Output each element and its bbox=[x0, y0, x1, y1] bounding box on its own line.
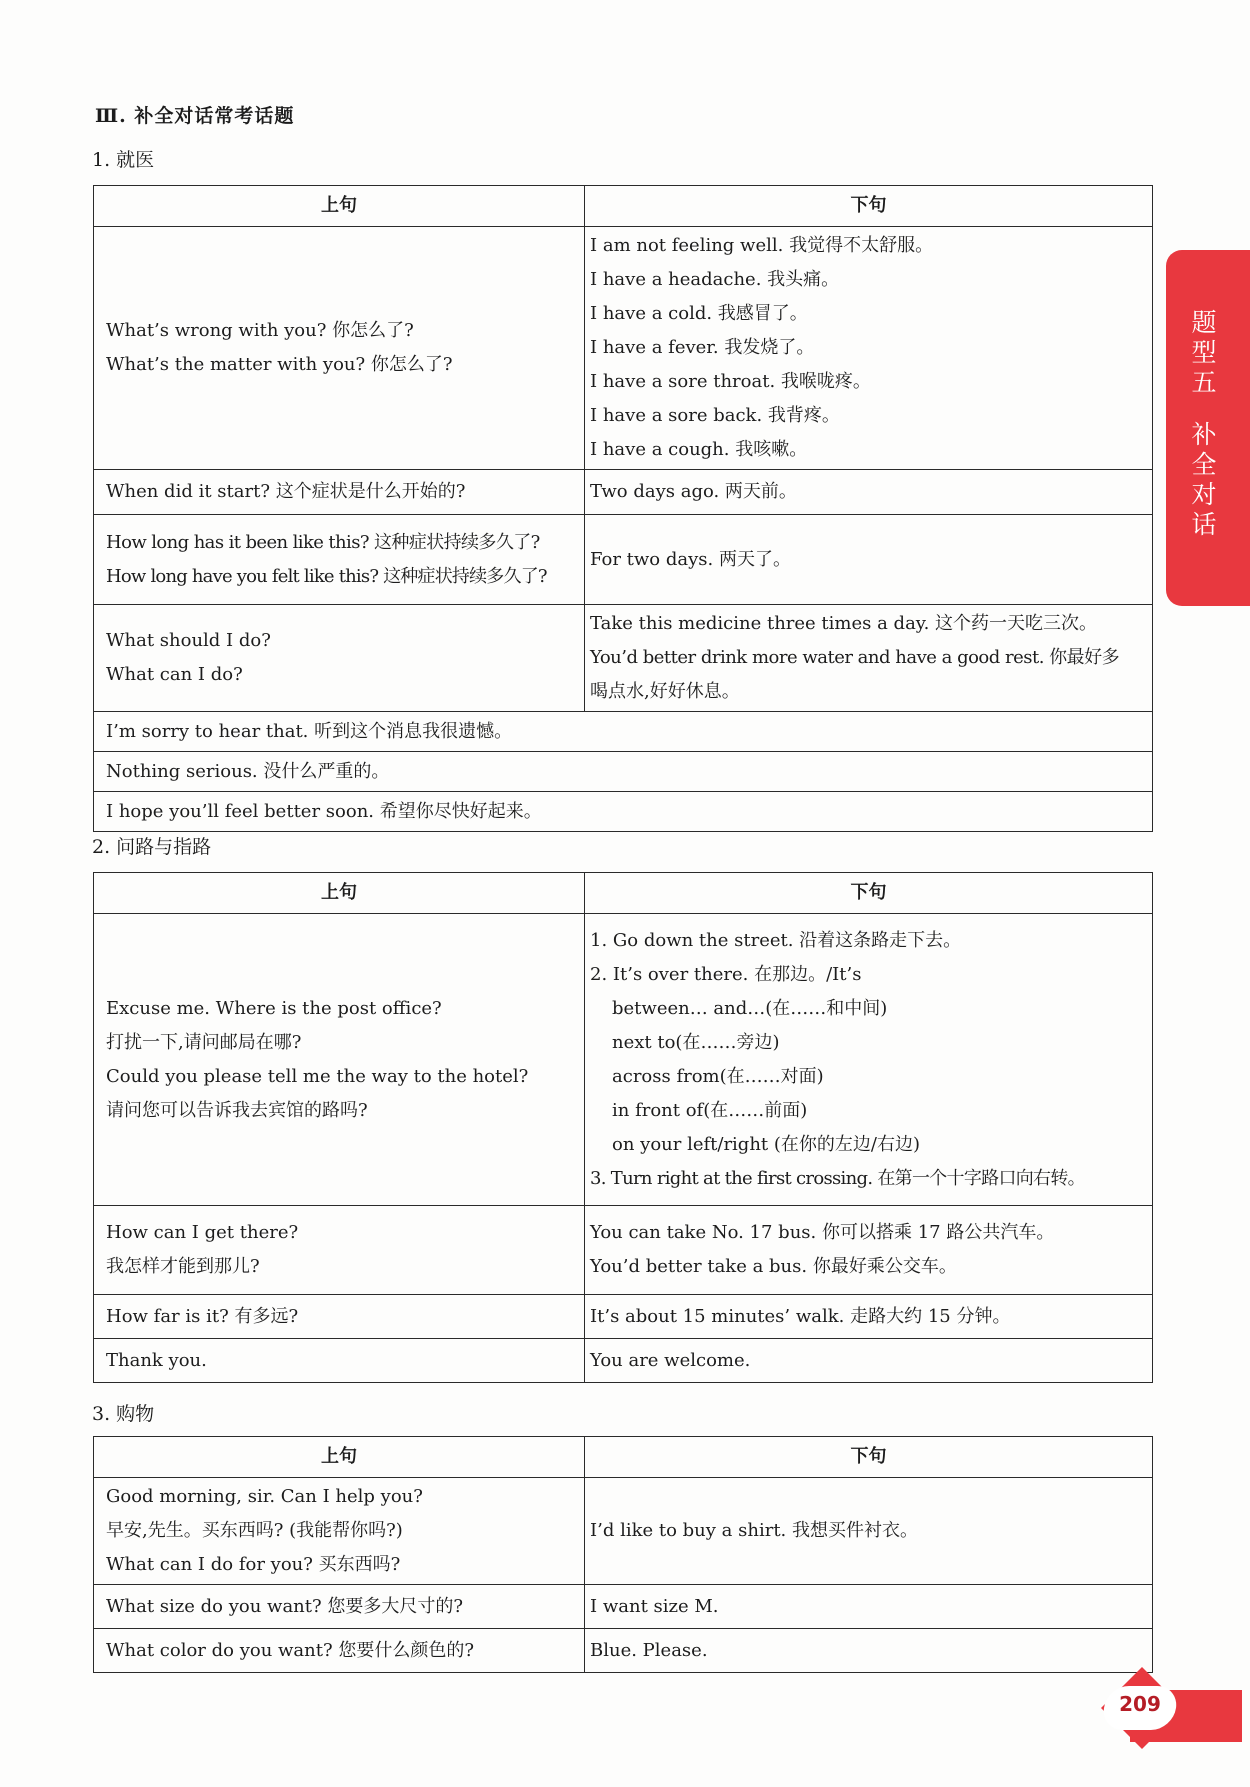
cell-text: I have a sore back. 我背疼。 bbox=[590, 405, 840, 426]
cell-text: 3. Turn right at the first crossing. 在第一个十字路口向右转。 bbox=[590, 1167, 1085, 1189]
cell-text: Good morning, sir. Can I help you? bbox=[106, 1486, 423, 1507]
table-row bbox=[94, 470, 1153, 515]
topic3-table bbox=[93, 1436, 1153, 1673]
cell-text: What size do you want? 您要多大尺寸的? bbox=[106, 1595, 464, 1617]
table-row bbox=[94, 1339, 1153, 1383]
cell-right bbox=[585, 1585, 1153, 1629]
cell-left bbox=[94, 227, 585, 470]
cell-text: I want size M. bbox=[590, 1595, 719, 1617]
cell-text: 喝点水,好好休息。 bbox=[590, 681, 740, 702]
side-tab-top-text: 题型五 bbox=[1191, 308, 1217, 397]
topic2-table bbox=[93, 872, 1153, 1383]
table-row bbox=[94, 515, 1153, 605]
table-header-row bbox=[94, 1437, 1153, 1478]
cell-text: For two days. 两天了。 bbox=[590, 548, 791, 570]
cell-text: I have a cough. 我咳嗽。 bbox=[590, 439, 808, 460]
table-row bbox=[94, 792, 1153, 832]
cell-full bbox=[94, 712, 1153, 752]
cell-text: You can take No. 17 bus. 你可以搭乘 17 路公共汽车。 bbox=[590, 1222, 1055, 1243]
cell-full bbox=[94, 752, 1153, 792]
cell-text: How long have you felt like this? 这种症状持续多久了? bbox=[106, 565, 547, 587]
cell-left bbox=[94, 1478, 585, 1585]
cell-text: You’d better drink more water and have a good rest. 你最好多 bbox=[590, 647, 1120, 668]
cell-text: 我怎样才能到那儿? bbox=[106, 1256, 260, 1277]
header-right: 下句 bbox=[585, 1437, 1153, 1478]
cell-text: 2. It’s over there. 在那边。/It’s bbox=[590, 963, 862, 985]
cell-text: What’s the matter with you? 你怎么了? bbox=[106, 354, 453, 375]
cell-text: I have a headache. 我头痛。 bbox=[590, 269, 840, 290]
topic1-table bbox=[93, 185, 1153, 832]
cell-text: What should I do? bbox=[106, 630, 271, 651]
cell-text: I am not feeling well. 我觉得不太舒服。 bbox=[590, 235, 934, 256]
cell-text: You’d better take a bus. 你最好乘公交车。 bbox=[590, 1256, 957, 1277]
cell-text: 早安,先生。买东西吗? (我能帮你吗?) bbox=[106, 1520, 403, 1541]
cell-text: I’m sorry to hear that. 听到这个消息我很遗憾。 bbox=[106, 720, 513, 742]
header-right: 下句 bbox=[585, 873, 1153, 914]
cell-text: Blue. Please. bbox=[590, 1639, 708, 1661]
cell-text: in front of(在……前面) bbox=[612, 1099, 808, 1121]
topic1-title: 1. 就医 bbox=[92, 149, 155, 171]
cell-text: You are welcome. bbox=[590, 1349, 751, 1371]
cell-text: How far is it? 有多远? bbox=[106, 1305, 299, 1327]
header-left: 上句 bbox=[94, 1437, 585, 1478]
cell-text: between… and…(在……和中间) bbox=[612, 997, 888, 1019]
section-title: Ⅲ. 补全对话常考话题 bbox=[95, 105, 295, 127]
cell-text: I have a cold. 我感冒了。 bbox=[590, 303, 808, 324]
cell-full bbox=[94, 792, 1153, 832]
cell-text: across from(在……对面) bbox=[612, 1065, 824, 1087]
table-row bbox=[94, 1585, 1153, 1629]
cell-left bbox=[94, 1339, 585, 1383]
cell-text: Nothing serious. 没什么严重的。 bbox=[106, 760, 390, 782]
side-tab-bottom-text: 补全对话 bbox=[1191, 420, 1217, 539]
topic3-title: 3. 购物 bbox=[92, 1403, 155, 1425]
cell-text: I hope you’ll feel better soon. 希望你尽快好起来。 bbox=[106, 800, 542, 822]
table-header-row bbox=[94, 873, 1153, 914]
cell-left bbox=[94, 1585, 585, 1629]
cell-text: 打扰一下,请问邮局在哪? bbox=[106, 1031, 302, 1053]
cell-text: next to(在……旁边) bbox=[612, 1031, 780, 1053]
cell-text: What color do you want? 您要什么颜色的? bbox=[106, 1639, 475, 1661]
cell-text: 1. Go down the street. 沿着这条路走下去。 bbox=[590, 929, 962, 951]
cell-right bbox=[585, 1478, 1153, 1585]
cell-left bbox=[94, 1629, 585, 1673]
cell-left bbox=[94, 605, 585, 712]
cell-text: I have a fever. 我发烧了。 bbox=[590, 337, 815, 358]
cell-left bbox=[94, 1295, 585, 1339]
cell-text: Thank you. bbox=[106, 1349, 207, 1371]
cell-text: How can I get there? bbox=[106, 1222, 299, 1243]
cell-right bbox=[585, 914, 1153, 1206]
table-row bbox=[94, 1206, 1153, 1295]
cell-text: Excuse me. Where is the post office? bbox=[106, 997, 442, 1019]
cell-right bbox=[585, 470, 1153, 515]
table-row bbox=[94, 605, 1153, 712]
topic2-title: 2. 问路与指路 bbox=[92, 836, 212, 858]
cell-text: Could you please tell me the way to the hotel? bbox=[106, 1065, 529, 1087]
cell-text: I have a sore throat. 我喉咙疼。 bbox=[590, 371, 871, 392]
cell-text: How long has it been like this? 这种症状持续多久了? bbox=[106, 531, 540, 553]
cell-text: Take this medicine three times a day. 这个药一天吃三次。 bbox=[590, 613, 1098, 634]
cell-left bbox=[94, 470, 585, 515]
cell-right bbox=[585, 1339, 1153, 1383]
cell-text: on your left/right (在你的左边/右边) bbox=[612, 1133, 920, 1155]
cell-left bbox=[94, 914, 585, 1206]
header-right: 下句 bbox=[585, 186, 1153, 227]
table-header-row bbox=[94, 186, 1153, 227]
cell-text: Two days ago. 两天前。 bbox=[590, 481, 797, 502]
table-row bbox=[94, 914, 1153, 1206]
cell-text: When did it start? 这个症状是什么开始的? bbox=[106, 481, 466, 502]
cell-text: What’s wrong with you? 你怎么了? bbox=[106, 320, 414, 341]
header-left: 上句 bbox=[94, 186, 585, 227]
cell-text: It’s about 15 minutes’ walk. 走路大约 15 分钟。 bbox=[590, 1305, 1011, 1327]
cell-left bbox=[94, 515, 585, 605]
cell-text: 请问您可以告诉我去宾馆的路吗? bbox=[106, 1099, 368, 1121]
table-row bbox=[94, 1629, 1153, 1673]
cell-text: I’d like to buy a shirt. 我想买件衬衣。 bbox=[590, 1520, 918, 1541]
table-row bbox=[94, 1478, 1153, 1585]
cell-right bbox=[585, 1206, 1153, 1295]
page-number: 209 bbox=[1119, 1692, 1161, 1716]
cell-right bbox=[585, 515, 1153, 605]
cell-text: What can I do for you? 买东西吗? bbox=[106, 1554, 401, 1575]
header-left: 上句 bbox=[94, 873, 585, 914]
cell-right bbox=[585, 227, 1153, 470]
table-row bbox=[94, 227, 1153, 470]
cell-right bbox=[585, 1295, 1153, 1339]
cell-left bbox=[94, 1206, 585, 1295]
table-row bbox=[94, 752, 1153, 792]
cell-right bbox=[585, 1629, 1153, 1673]
cell-right bbox=[585, 605, 1153, 712]
cell-text: What can I do? bbox=[106, 664, 243, 685]
table-row bbox=[94, 712, 1153, 752]
table-row bbox=[94, 1295, 1153, 1339]
